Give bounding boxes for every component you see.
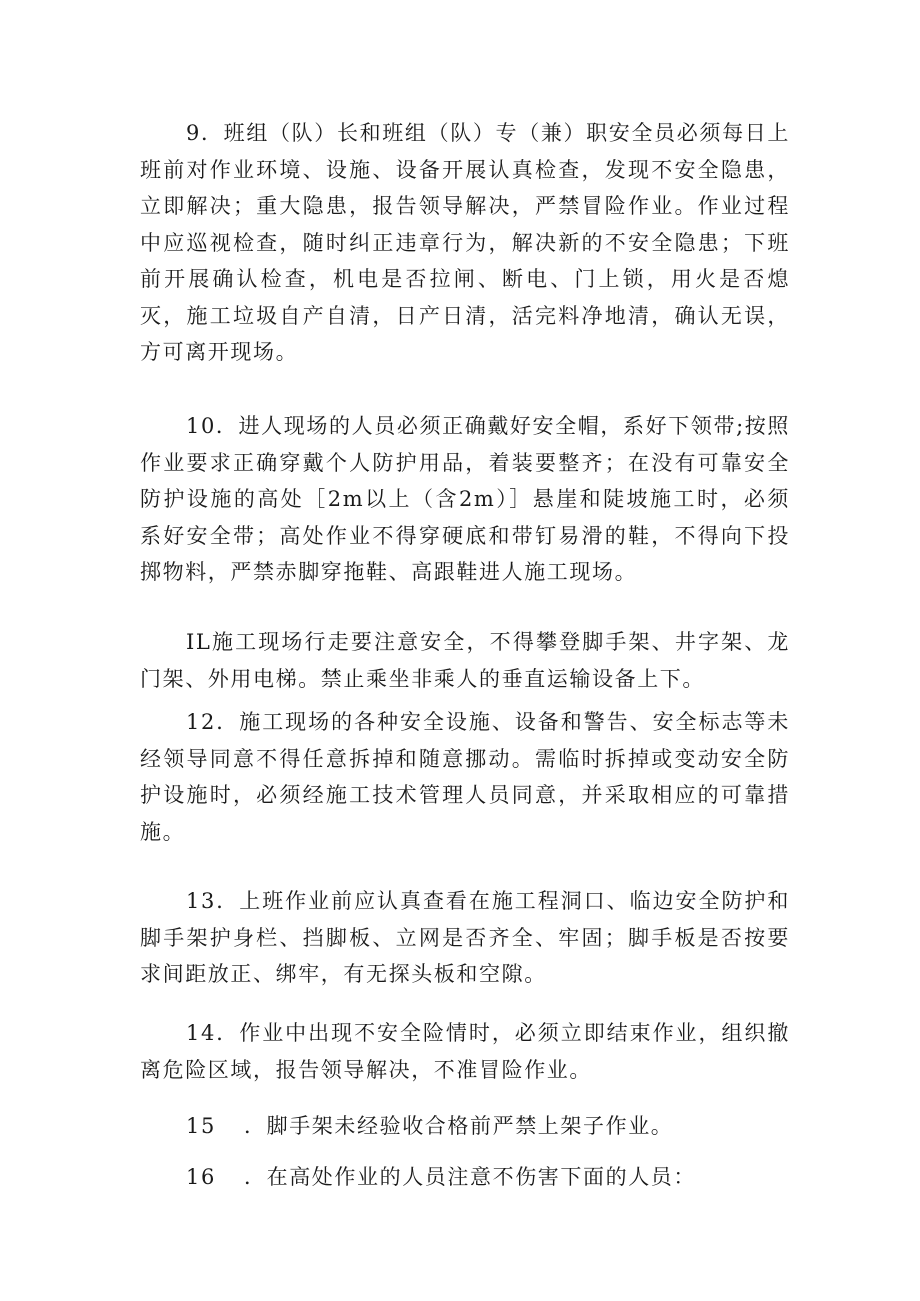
paragraph-13-text: 13．上班作业前应认真查看在施工程洞口、临边安全防护和脚手架护身栏、挡脚板、立网是否齐全、牢固；脚手板是否按要求间距放正、绑牢，有无探头板和空隙。 (140, 889, 790, 986)
paragraph-16-number: 16 (186, 1165, 216, 1189)
paragraph-16 (186, 1159, 696, 1196)
paragraph-11 (140, 624, 790, 697)
paragraph-15-text: ．脚手架未经验收合格前严禁上架子作业。 (244, 1114, 674, 1138)
paragraph-10-text: 10．进人现场的人员必须正确戴好安全帽，系好下领带;按照作业要求正确穿戴个人防护用品，着装要整齐；在没有可靠安全防护设施的高处［2m以上（含2m）］悬崖和陡坡施工时，必须系好安全带；高处作业不得穿硬底和带钉易滑的鞋，不得向下投掷物料，严禁赤脚穿拖鞋、高跟鞋进人施工现场。 (140, 414, 790, 584)
paragraph-12 (140, 704, 790, 850)
paragraph-15-number: 15 (186, 1114, 216, 1138)
paragraph-13 (140, 883, 790, 993)
paragraph-9 (140, 115, 790, 371)
paragraph-11-text: IL施工现场行走要注意安全，不得攀登脚手架、井字架、龙门架、外用电梯。禁止乘坐非乘人的垂直运输设备上下。 (140, 630, 790, 691)
paragraph-9-text: 9．班组（队）长和班组（队）专（兼）职安全员必须每日上班前对作业环境、设施、设备开展认真检查，发现不安全隐患，立即解决；重大隐患，报告领导解决，严禁冒险作业。作业过程中应巡视检查，随时纠正违章行为，解决新的不安全隐患；下班前开展确认检查，机电是否拉闸、断电、门上锁，用火是否熄灭，施工垃圾自产自清，日产日清，活完料净地清，确认无误，方可离开现场。 (140, 121, 790, 364)
paragraph-10 (140, 408, 790, 591)
paragraph-16-text: ．在高处作业的人员注意不伤害下面的人员： (244, 1165, 696, 1189)
paragraph-14 (140, 1015, 790, 1088)
paragraph-12-text: 12．施工现场的各种安全设施、设备和警告、安全标志等未经领导同意不得任意拆掉和随意挪动。需临时拆掉或变动安全防护设施时，必须经施工技术管理人员同意，并采取相应的可靠措施。 (140, 710, 790, 844)
paragraph-15 (186, 1108, 673, 1145)
paragraph-14-text: 14．作业中出现不安全险情时，必须立即结束作业，组织撤离危险区域，报告领导解决，不准冒险作业。 (140, 1021, 790, 1082)
